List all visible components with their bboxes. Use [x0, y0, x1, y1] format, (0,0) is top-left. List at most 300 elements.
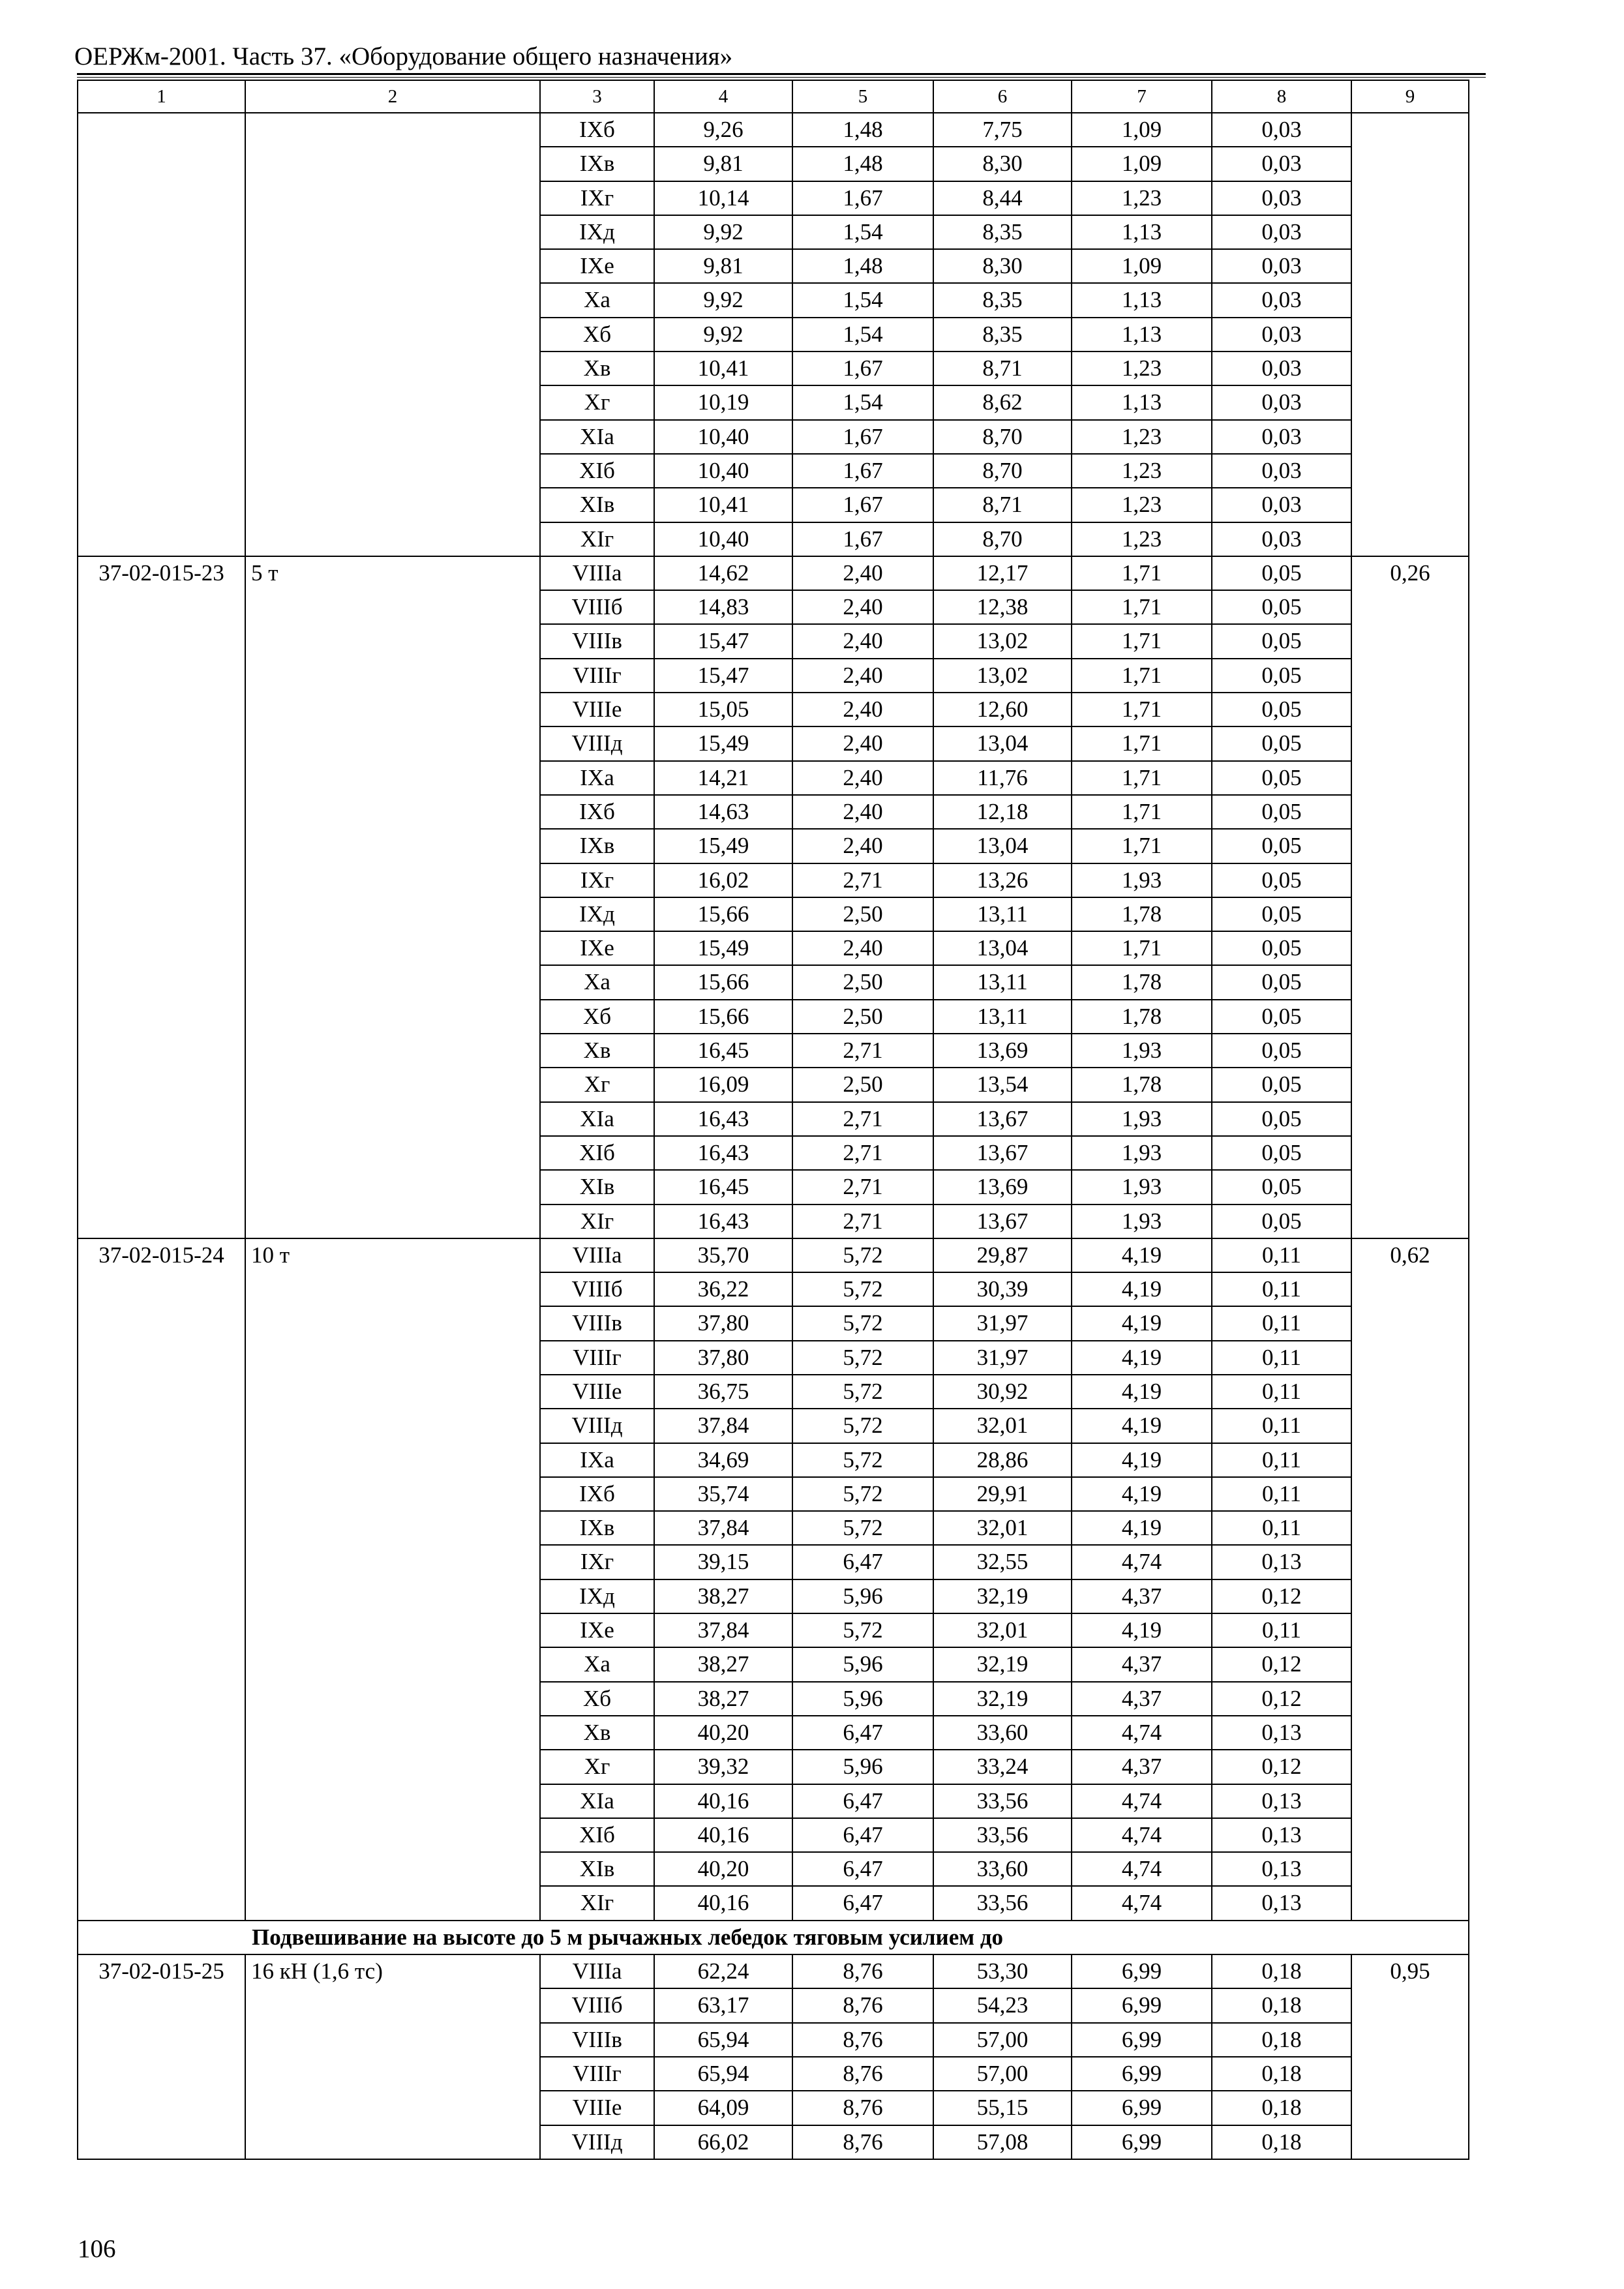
- cell-col-4: 15,47: [654, 659, 792, 693]
- cell-col-4: 15,49: [654, 829, 792, 863]
- cell-col-7: 4,19: [1072, 1238, 1212, 1272]
- cell-col-5: 5,96: [792, 1682, 933, 1716]
- cell-col-6: 13,11: [933, 965, 1072, 999]
- cell-col-6: 30,39: [933, 1272, 1072, 1306]
- cell-col-6: 53,30: [933, 1954, 1072, 1988]
- cell-col-8: 0,11: [1212, 1409, 1351, 1443]
- cell-col-3: IXв: [540, 147, 654, 181]
- section-heading: Подвешивание на высоте до 5 м рычажных лебедок тяговым усилием до: [78, 1921, 1469, 1954]
- cell-col-4: 15,05: [654, 693, 792, 726]
- cell-col-6: 8,30: [933, 147, 1072, 181]
- cell-col-4: 38,27: [654, 1682, 792, 1716]
- cell-col-7: 6,99: [1072, 2057, 1212, 2091]
- cell-col-4: 14,63: [654, 795, 792, 829]
- cell-col-8: 0,03: [1212, 420, 1351, 454]
- cell-col-5: 1,54: [792, 215, 933, 249]
- cell-col-8: 0,18: [1212, 2125, 1351, 2159]
- cell-col-8: 0,05: [1212, 897, 1351, 931]
- cell-col-4: 37,84: [654, 1409, 792, 1443]
- cell-col-6: 8,70: [933, 522, 1072, 556]
- column-number: 5: [792, 80, 933, 113]
- cell-col-3: XIб: [540, 454, 654, 488]
- rate-code: 37-02-015-25: [78, 1954, 245, 2159]
- cell-col-5: 1,54: [792, 283, 933, 317]
- cell-col-3: VIIIв: [540, 624, 654, 658]
- cell-col-8: 0,05: [1212, 624, 1351, 658]
- cell-col-7: 1,78: [1072, 1000, 1212, 1034]
- cell-col-4: 10,40: [654, 454, 792, 488]
- cell-col-6: 13,69: [933, 1170, 1072, 1204]
- cell-col-3: IXб: [540, 795, 654, 829]
- cell-col-5: 1,48: [792, 113, 933, 147]
- rate-col9: 0,95: [1351, 1954, 1469, 2159]
- cell-col-8: 0,05: [1212, 1000, 1351, 1034]
- cell-col-7: 6,99: [1072, 2023, 1212, 2057]
- cell-col-6: 33,60: [933, 1716, 1072, 1750]
- cell-col-7: 4,19: [1072, 1375, 1212, 1409]
- cell-col-8: 0,03: [1212, 181, 1351, 215]
- cell-col-6: 8,44: [933, 181, 1072, 215]
- rate-col9: [1351, 113, 1469, 556]
- cell-col-5: 5,72: [792, 1306, 933, 1340]
- cell-col-6: 30,92: [933, 1375, 1072, 1409]
- cell-col-7: 4,74: [1072, 1545, 1212, 1579]
- cell-col-8: 0,05: [1212, 726, 1351, 760]
- cell-col-6: 29,91: [933, 1477, 1072, 1511]
- cell-col-8: 0,05: [1212, 761, 1351, 795]
- cell-col-4: 10,14: [654, 181, 792, 215]
- cell-col-4: 62,24: [654, 1954, 792, 1988]
- cell-col-3: VIIIе: [540, 2091, 654, 2125]
- cell-col-5: 2,40: [792, 761, 933, 795]
- cell-col-8: 0,13: [1212, 1784, 1351, 1818]
- cell-col-3: VIIIб: [540, 1988, 654, 2022]
- cell-col-6: 32,01: [933, 1511, 1072, 1545]
- cell-col-5: 5,72: [792, 1238, 933, 1272]
- cell-col-3: Xг: [540, 385, 654, 419]
- cell-col-6: 31,97: [933, 1341, 1072, 1375]
- cell-col-7: 4,37: [1072, 1682, 1212, 1716]
- cell-col-8: 0,12: [1212, 1579, 1351, 1613]
- cell-col-7: 1,13: [1072, 215, 1212, 249]
- cell-col-5: 2,50: [792, 1068, 933, 1101]
- cell-col-7: 6,99: [1072, 2125, 1212, 2159]
- cell-col-6: 32,55: [933, 1545, 1072, 1579]
- cell-col-5: 1,67: [792, 488, 933, 522]
- cell-col-7: 1,13: [1072, 318, 1212, 352]
- cell-col-5: 5,72: [792, 1341, 933, 1375]
- cell-col-8: 0,05: [1212, 1102, 1351, 1136]
- section-heading-row: [78, 1921, 1469, 1954]
- cell-col-4: 37,84: [654, 1613, 792, 1647]
- cell-col-8: 0,03: [1212, 215, 1351, 249]
- cell-col-4: 10,40: [654, 522, 792, 556]
- cell-col-4: 16,09: [654, 1068, 792, 1101]
- cell-col-5: 2,71: [792, 1102, 933, 1136]
- cell-col-5: 8,76: [792, 1954, 933, 1988]
- cell-col-4: 64,09: [654, 2091, 792, 2125]
- cell-col-3: VIIIа: [540, 556, 654, 590]
- cell-col-3: XIб: [540, 1136, 654, 1170]
- rate-name: 10 т: [245, 1238, 540, 1921]
- cell-col-8: 0,03: [1212, 318, 1351, 352]
- cell-col-5: 8,76: [792, 1988, 933, 2022]
- cell-col-4: 40,20: [654, 1716, 792, 1750]
- cell-col-5: 2,50: [792, 1000, 933, 1034]
- cell-col-7: 4,74: [1072, 1818, 1212, 1852]
- cell-col-7: 4,19: [1072, 1613, 1212, 1647]
- cell-col-8: 0,11: [1212, 1375, 1351, 1409]
- cell-col-8: 0,05: [1212, 795, 1351, 829]
- cell-col-7: 1,71: [1072, 761, 1212, 795]
- cell-col-8: 0,12: [1212, 1682, 1351, 1716]
- cell-col-6: 8,35: [933, 283, 1072, 317]
- cell-col-3: XIг: [540, 1886, 654, 1920]
- cell-col-4: 10,40: [654, 420, 792, 454]
- cell-col-4: 36,75: [654, 1375, 792, 1409]
- cell-col-4: 34,69: [654, 1443, 792, 1477]
- cell-col-4: 14,83: [654, 590, 792, 624]
- cell-col-8: 0,13: [1212, 1545, 1351, 1579]
- table-row: [78, 113, 1469, 147]
- cell-col-6: 33,60: [933, 1852, 1072, 1886]
- cell-col-4: 14,62: [654, 556, 792, 590]
- cell-col-7: 1,71: [1072, 590, 1212, 624]
- cell-col-7: 1,23: [1072, 522, 1212, 556]
- cell-col-7: 4,19: [1072, 1511, 1212, 1545]
- cell-col-3: XIб: [540, 1818, 654, 1852]
- cell-col-6: 33,56: [933, 1784, 1072, 1818]
- cell-col-4: 9,92: [654, 215, 792, 249]
- cell-col-7: 1,09: [1072, 113, 1212, 147]
- cell-col-5: 1,54: [792, 385, 933, 419]
- cell-col-4: 65,94: [654, 2057, 792, 2091]
- cell-col-7: 1,71: [1072, 693, 1212, 726]
- cell-col-8: 0,18: [1212, 2057, 1351, 2091]
- cell-col-6: 13,54: [933, 1068, 1072, 1101]
- cell-col-6: 8,62: [933, 385, 1072, 419]
- cell-col-7: 1,93: [1072, 1136, 1212, 1170]
- cell-col-8: 0,05: [1212, 931, 1351, 965]
- cell-col-8: 0,11: [1212, 1341, 1351, 1375]
- cell-col-5: 8,76: [792, 2091, 933, 2125]
- table-row: [78, 556, 1469, 590]
- cell-col-3: Xа: [540, 965, 654, 999]
- cell-col-8: 0,18: [1212, 1954, 1351, 1988]
- cell-col-4: 37,84: [654, 1511, 792, 1545]
- cell-col-5: 2,40: [792, 659, 933, 693]
- cell-col-6: 29,87: [933, 1238, 1072, 1272]
- cell-col-4: 39,32: [654, 1750, 792, 1784]
- cell-col-8: 0,18: [1212, 2091, 1351, 2125]
- header-rule-thick: [77, 73, 1486, 75]
- cell-col-8: 0,03: [1212, 283, 1351, 317]
- cell-col-5: 5,72: [792, 1375, 933, 1409]
- cell-col-6: 28,86: [933, 1443, 1072, 1477]
- cell-col-5: 2,40: [792, 590, 933, 624]
- cell-col-5: 6,47: [792, 1818, 933, 1852]
- cell-col-6: 8,71: [933, 352, 1072, 385]
- cell-col-5: 2,40: [792, 693, 933, 726]
- cell-col-7: 1,13: [1072, 283, 1212, 317]
- cell-col-5: 2,40: [792, 556, 933, 590]
- cell-col-7: 1,93: [1072, 1170, 1212, 1204]
- rates-table: [77, 80, 1469, 2160]
- cell-col-5: 1,48: [792, 249, 933, 283]
- cell-col-7: 1,93: [1072, 863, 1212, 897]
- cell-col-7: 1,71: [1072, 931, 1212, 965]
- cell-col-8: 0,18: [1212, 1988, 1351, 2022]
- cell-col-3: IXе: [540, 249, 654, 283]
- cell-col-4: 16,43: [654, 1102, 792, 1136]
- cell-col-7: 1,23: [1072, 420, 1212, 454]
- cell-col-3: Xв: [540, 1034, 654, 1068]
- cell-col-8: 0,05: [1212, 693, 1351, 726]
- cell-col-7: 1,71: [1072, 556, 1212, 590]
- cell-col-5: 1,67: [792, 420, 933, 454]
- cell-col-3: Xв: [540, 1716, 654, 1750]
- cell-col-6: 13,02: [933, 659, 1072, 693]
- page-number: 106: [78, 2235, 116, 2263]
- rate-code: 37-02-015-23: [78, 556, 245, 1238]
- cell-col-8: 0,18: [1212, 2023, 1351, 2057]
- rate-col9: 0,62: [1351, 1238, 1469, 1921]
- cell-col-7: 1,78: [1072, 1068, 1212, 1101]
- cell-col-5: 2,71: [792, 1170, 933, 1204]
- cell-col-8: 0,05: [1212, 863, 1351, 897]
- cell-col-7: 4,74: [1072, 1886, 1212, 1920]
- cell-col-6: 32,19: [933, 1682, 1072, 1716]
- cell-col-7: 6,99: [1072, 2091, 1212, 2125]
- cell-col-5: 2,71: [792, 1204, 933, 1238]
- rates-table-body: [78, 80, 1469, 2159]
- cell-col-3: IXе: [540, 1613, 654, 1647]
- cell-col-8: 0,11: [1212, 1238, 1351, 1272]
- cell-col-4: 15,66: [654, 897, 792, 931]
- cell-col-3: IXб: [540, 1477, 654, 1511]
- cell-col-3: Xг: [540, 1068, 654, 1101]
- cell-col-5: 8,76: [792, 2125, 933, 2159]
- cell-col-8: 0,12: [1212, 1647, 1351, 1681]
- cell-col-3: Xг: [540, 1750, 654, 1784]
- cell-col-8: 0,05: [1212, 590, 1351, 624]
- cell-col-7: 4,37: [1072, 1750, 1212, 1784]
- cell-col-6: 11,76: [933, 761, 1072, 795]
- cell-col-4: 15,49: [654, 931, 792, 965]
- rate-code: [78, 113, 245, 556]
- cell-col-8: 0,05: [1212, 1034, 1351, 1068]
- cell-col-4: 37,80: [654, 1341, 792, 1375]
- cell-col-3: VIIIд: [540, 2125, 654, 2159]
- cell-col-5: 6,47: [792, 1545, 933, 1579]
- cell-col-6: 12,18: [933, 795, 1072, 829]
- cell-col-5: 6,47: [792, 1716, 933, 1750]
- cell-col-8: 0,11: [1212, 1443, 1351, 1477]
- cell-col-6: 13,04: [933, 931, 1072, 965]
- cell-col-7: 1,71: [1072, 795, 1212, 829]
- cell-col-6: 13,69: [933, 1034, 1072, 1068]
- cell-col-4: 36,22: [654, 1272, 792, 1306]
- cell-col-5: 8,76: [792, 2023, 933, 2057]
- cell-col-8: 0,05: [1212, 659, 1351, 693]
- cell-col-7: 1,09: [1072, 249, 1212, 283]
- cell-col-4: 38,27: [654, 1579, 792, 1613]
- cell-col-7: 1,13: [1072, 385, 1212, 419]
- cell-col-4: 16,45: [654, 1034, 792, 1068]
- cell-col-3: IXд: [540, 897, 654, 931]
- cell-col-5: 2,40: [792, 795, 933, 829]
- cell-col-5: 6,47: [792, 1852, 933, 1886]
- cell-col-8: 0,13: [1212, 1818, 1351, 1852]
- cell-col-6: 7,75: [933, 113, 1072, 147]
- cell-col-3: IXв: [540, 1511, 654, 1545]
- cell-col-5: 2,50: [792, 897, 933, 931]
- cell-col-7: 4,37: [1072, 1647, 1212, 1681]
- cell-col-6: 13,11: [933, 1000, 1072, 1034]
- cell-col-5: 2,40: [792, 726, 933, 760]
- cell-col-5: 5,96: [792, 1750, 933, 1784]
- cell-col-6: 32,19: [933, 1647, 1072, 1681]
- cell-col-5: 8,76: [792, 2057, 933, 2091]
- cell-col-6: 12,60: [933, 693, 1072, 726]
- cell-col-8: 0,05: [1212, 1170, 1351, 1204]
- cell-col-3: VIIIг: [540, 659, 654, 693]
- cell-col-6: 8,70: [933, 454, 1072, 488]
- cell-col-6: 32,01: [933, 1409, 1072, 1443]
- cell-col-8: 0,05: [1212, 829, 1351, 863]
- cell-col-3: XIг: [540, 1204, 654, 1238]
- cell-col-8: 0,03: [1212, 488, 1351, 522]
- cell-col-3: XIа: [540, 1784, 654, 1818]
- cell-col-3: XIв: [540, 1852, 654, 1886]
- cell-col-6: 31,97: [933, 1306, 1072, 1340]
- cell-col-8: 0,05: [1212, 556, 1351, 590]
- cell-col-3: VIIIе: [540, 693, 654, 726]
- cell-col-3: Xа: [540, 283, 654, 317]
- cell-col-5: 1,67: [792, 454, 933, 488]
- cell-col-3: Xб: [540, 1682, 654, 1716]
- cell-col-7: 4,74: [1072, 1852, 1212, 1886]
- cell-col-4: 40,16: [654, 1818, 792, 1852]
- cell-col-4: 9,81: [654, 249, 792, 283]
- cell-col-4: 40,16: [654, 1784, 792, 1818]
- cell-col-6: 55,15: [933, 2091, 1072, 2125]
- cell-col-8: 0,05: [1212, 1204, 1351, 1238]
- cell-col-4: 15,66: [654, 965, 792, 999]
- cell-col-5: 5,96: [792, 1647, 933, 1681]
- cell-col-7: 6,99: [1072, 1988, 1212, 2022]
- cell-col-8: 0,11: [1212, 1477, 1351, 1511]
- cell-col-7: 1,23: [1072, 181, 1212, 215]
- cell-col-7: 4,74: [1072, 1716, 1212, 1750]
- cell-col-5: 6,47: [792, 1784, 933, 1818]
- cell-col-8: 0,13: [1212, 1716, 1351, 1750]
- cell-col-3: XIв: [540, 1170, 654, 1204]
- cell-col-3: IXг: [540, 863, 654, 897]
- cell-col-5: 5,72: [792, 1511, 933, 1545]
- cell-col-8: 0,11: [1212, 1613, 1351, 1647]
- cell-col-4: 15,66: [654, 1000, 792, 1034]
- cell-col-8: 0,11: [1212, 1306, 1351, 1340]
- cell-col-3: VIIIа: [540, 1238, 654, 1272]
- cell-col-6: 57,08: [933, 2125, 1072, 2159]
- cell-col-3: Xа: [540, 1647, 654, 1681]
- cell-col-4: 37,80: [654, 1306, 792, 1340]
- cell-col-3: IXг: [540, 181, 654, 215]
- column-number: 8: [1212, 80, 1351, 113]
- cell-col-3: VIIIе: [540, 1375, 654, 1409]
- cell-col-6: 57,00: [933, 2023, 1072, 2057]
- cell-col-6: 13,67: [933, 1136, 1072, 1170]
- cell-col-7: 1,23: [1072, 454, 1212, 488]
- cell-col-7: 1,23: [1072, 488, 1212, 522]
- cell-col-3: Xб: [540, 1000, 654, 1034]
- cell-col-6: 12,17: [933, 556, 1072, 590]
- cell-col-7: 6,99: [1072, 1954, 1212, 1988]
- cell-col-4: 63,17: [654, 1988, 792, 2022]
- cell-col-6: 32,01: [933, 1613, 1072, 1647]
- table-row: [78, 1954, 1469, 1988]
- cell-col-7: 4,19: [1072, 1443, 1212, 1477]
- cell-col-7: 4,19: [1072, 1477, 1212, 1511]
- cell-col-4: 9,26: [654, 113, 792, 147]
- cell-col-3: VIIIв: [540, 2023, 654, 2057]
- cell-col-3: Xб: [540, 318, 654, 352]
- cell-col-3: VIIIа: [540, 1954, 654, 1988]
- cell-col-4: 40,16: [654, 1886, 792, 1920]
- cell-col-5: 5,72: [792, 1272, 933, 1306]
- rate-name: 5 т: [245, 556, 540, 1238]
- cell-col-6: 54,23: [933, 1988, 1072, 2022]
- cell-col-6: 8,30: [933, 249, 1072, 283]
- cell-col-6: 8,71: [933, 488, 1072, 522]
- cell-col-5: 1,48: [792, 147, 933, 181]
- cell-col-4: 10,19: [654, 385, 792, 419]
- cell-col-4: 15,47: [654, 624, 792, 658]
- cell-col-7: 1,71: [1072, 659, 1212, 693]
- cell-col-8: 0,03: [1212, 249, 1351, 283]
- cell-col-7: 1,78: [1072, 897, 1212, 931]
- cell-col-3: VIIIг: [540, 1341, 654, 1375]
- cell-col-3: IXг: [540, 1545, 654, 1579]
- cell-col-7: 4,19: [1072, 1409, 1212, 1443]
- cell-col-6: 33,56: [933, 1886, 1072, 1920]
- cell-col-3: IXд: [540, 1579, 654, 1613]
- cell-col-8: 0,05: [1212, 1136, 1351, 1170]
- header-rule-thin: [77, 77, 1486, 78]
- cell-col-7: 1,09: [1072, 147, 1212, 181]
- rate-code: 37-02-015-24: [78, 1238, 245, 1921]
- cell-col-8: 0,05: [1212, 965, 1351, 999]
- cell-col-3: VIIIв: [540, 1306, 654, 1340]
- cell-col-4: 35,70: [654, 1238, 792, 1272]
- cell-col-4: 38,27: [654, 1647, 792, 1681]
- cell-col-6: 13,04: [933, 726, 1072, 760]
- cell-col-3: VIIIг: [540, 2057, 654, 2091]
- column-number: 6: [933, 80, 1072, 113]
- cell-col-5: 2,40: [792, 931, 933, 965]
- column-number: 2: [245, 80, 540, 113]
- cell-col-8: 0,03: [1212, 385, 1351, 419]
- cell-col-6: 8,70: [933, 420, 1072, 454]
- cell-col-6: 13,02: [933, 624, 1072, 658]
- cell-col-4: 39,15: [654, 1545, 792, 1579]
- cell-col-3: XIа: [540, 420, 654, 454]
- cell-col-3: Xв: [540, 352, 654, 385]
- cell-col-8: 0,03: [1212, 147, 1351, 181]
- cell-col-8: 0,13: [1212, 1886, 1351, 1920]
- cell-col-3: VIIIд: [540, 726, 654, 760]
